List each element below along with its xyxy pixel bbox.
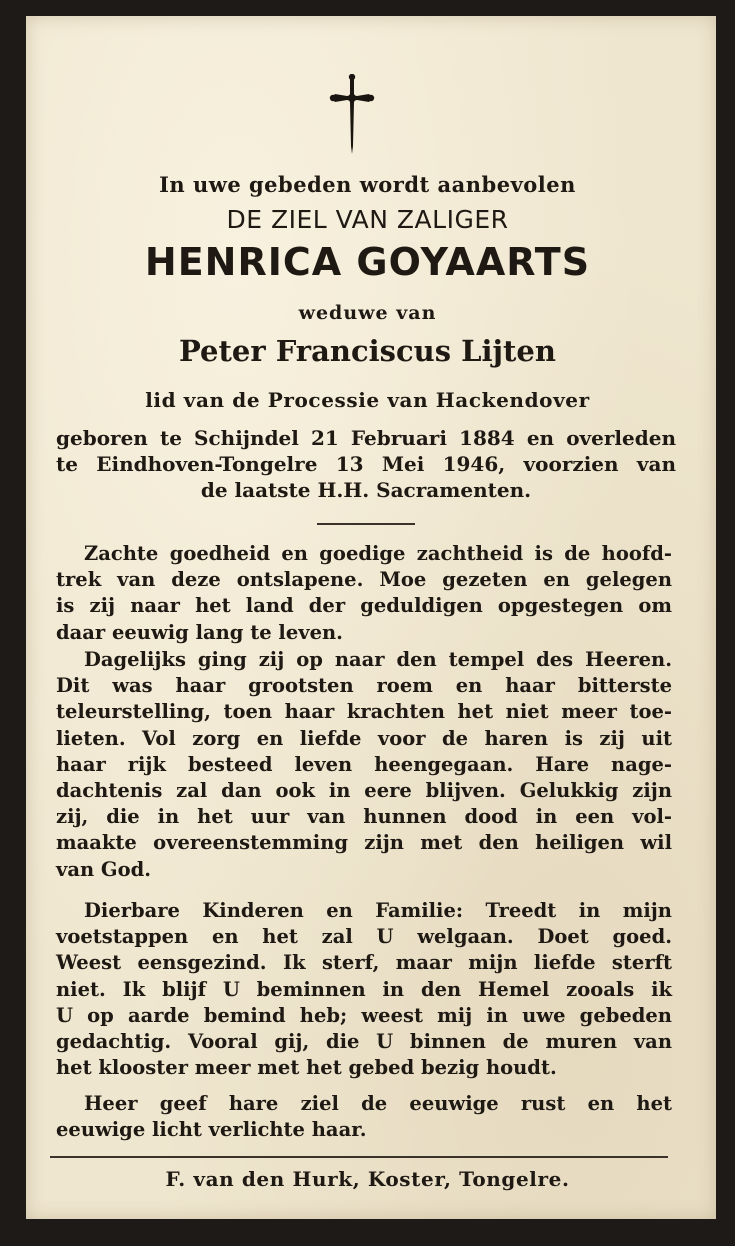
intro-line: In uwe gebeden wordt aanbevolen (159, 172, 576, 197)
text-line: voetstappen en het zal U welgaan. Doet goed. (56, 925, 672, 949)
widow-of-line: weduwe van (298, 302, 437, 324)
paragraph-farewell (56, 898, 672, 1081)
paragraph-devotion (56, 647, 672, 883)
printer-credit: F. van den Hurk, Koster, Tongelre. (165, 1167, 570, 1191)
text-line: teleurstelling, toen haar krachten het niet meer toe- (56, 700, 672, 724)
text-line: Heer geef hare ziel de eeuwige rust en het (84, 1092, 672, 1115)
text-line: U op aarde bemind heb; weest mij in uwe gebeden (56, 1003, 672, 1027)
text-line: Dit was haar grootsten roem en haar bitterste (56, 674, 672, 698)
life-line: te Eindhoven-Tongelre 13 Mei 1946, voorzien van (56, 452, 676, 476)
text-line: Dierbare Kinderen en Familie: Treedt in mijn (84, 899, 672, 922)
text-line: het klooster meer met het gebed bezig houdt. (56, 1056, 557, 1080)
text-line: trek van deze ontslapene. Moe gezeten en gelegen (56, 568, 672, 592)
soul-line: DE ZIEL VAN ZALIGER (226, 205, 509, 234)
text-line: eeuwige licht verlichte haar. (56, 1118, 367, 1142)
paragraph-prayer (56, 1091, 672, 1143)
text-line: lieten. Vol zorg en liefde voor de haren is zij uit (56, 726, 672, 750)
text-line: gedachtig. Vooral gij, die U binnen de muren van (56, 1030, 672, 1054)
text-line: daar eeuwig lang te leven. (56, 620, 343, 644)
member-line: lid van de Processie van Hackendover (145, 388, 590, 412)
long-divider (50, 1156, 668, 1158)
text-line: niet. Ik blijf U beminnen in den Hemel zooals ik (56, 977, 672, 1001)
latin-cross-icon (328, 74, 376, 156)
text-line: dachtenis zal dan ook in eere blijven. Gelukkig zijn (56, 779, 672, 803)
life-line: de laatste H.H. Sacramenten. (200, 478, 532, 502)
life-line: geboren te Schijndel 21 Februari 1884 en overleden (56, 426, 676, 450)
paragraph-character (56, 541, 672, 646)
husband-name: Peter Franciscus Lijten (179, 334, 556, 368)
text-line: Weest eensgezind. Ik sterf, maar mijn liefde sterft (56, 951, 672, 975)
short-divider (317, 523, 415, 525)
text-line: Dagelijks ging zij op naar den tempel des Heeren. (84, 648, 672, 671)
text-line: haar rijk besteed leven heengegaan. Hare nage- (56, 752, 672, 776)
life-dates (56, 425, 676, 503)
text-line: zij, die in het uur van hunnen dood in een vol- (56, 805, 672, 829)
deceased-name: HENRICA GOYAARTS (144, 240, 591, 284)
text-line: van God. (56, 857, 152, 881)
text-line: Zachte goedheid en goedige zachtheid is de hoofd- (84, 542, 672, 565)
text-line: is zij naar het land der geduldigen opgestegen om (56, 594, 672, 618)
text-line: maakte overeenstemming zijn met den heiligen wil (56, 831, 672, 855)
